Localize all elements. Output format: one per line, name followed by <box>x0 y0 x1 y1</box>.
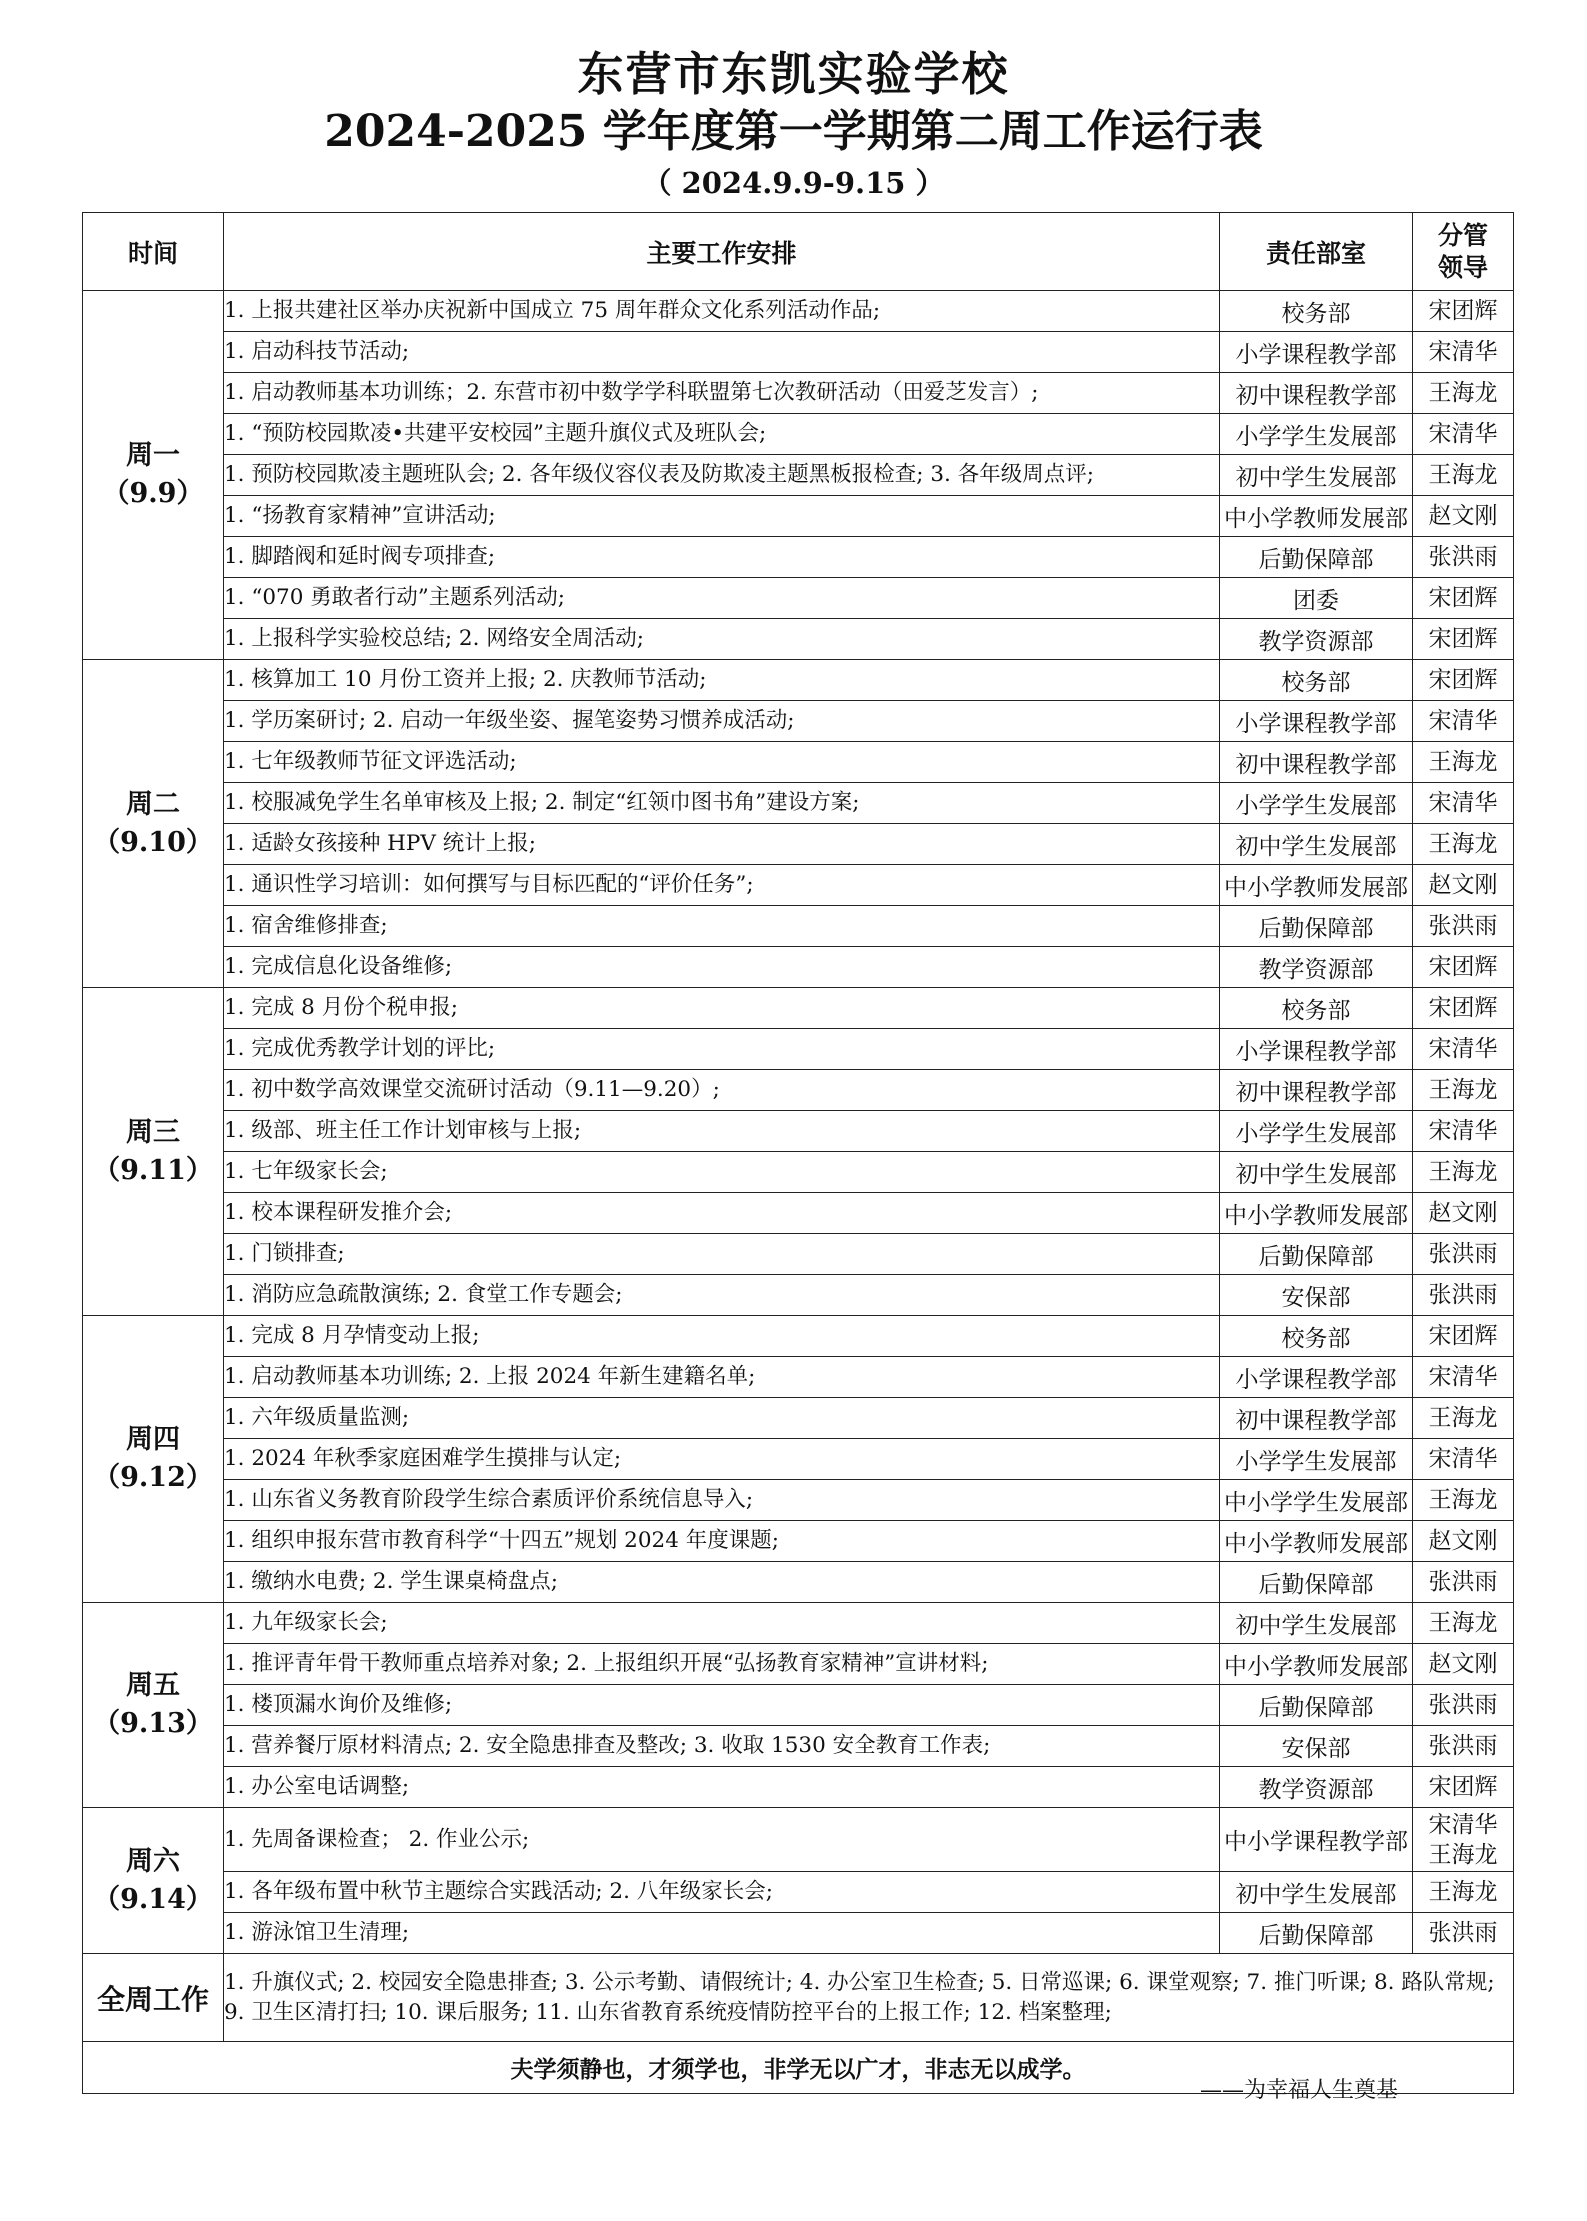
table-row <box>83 988 1514 1029</box>
dept-cell: 后勤保障部 <box>1220 1234 1413 1275</box>
task-cell: 1. 七年级家长会; <box>224 1152 1220 1193</box>
table-row <box>83 1726 1514 1767</box>
task-cell: 1. 脚踏阀和延时阀专项排查; <box>224 537 1220 578</box>
lead-cell: 宋清华 <box>1413 1357 1514 1398</box>
task-cell: 1. 七年级教师节征文评选活动; <box>224 742 1220 783</box>
dept-cell: 初中学生发展部 <box>1220 824 1413 865</box>
table-row <box>83 1275 1514 1316</box>
weekly-text: 1. 升旗仪式; 2. 校园安全隐患排查; 3. 公示考勤、请假统计; 4. 办公室卫生检查; 5. 日常巡课; 6. 课堂观察; 7. 推门听课; 8. 路队常规; 9. 卫生区清打扫; 10. 课后服务; 11. 山东省教育系统疫情防控平台的上报工作; 12. 档案整理; <box>224 1954 1514 2042</box>
task-cell: 1. 初中数学高效课堂交流研讨活动（9.11—9.20）; <box>224 1070 1220 1111</box>
day-date: （9.13） <box>93 1708 213 1739</box>
lead-cell: 宋团辉 <box>1413 1767 1514 1808</box>
dept-cell: 初中课程教学部 <box>1220 1398 1413 1439</box>
task-cell: 1. 办公室电话调整; <box>224 1767 1220 1808</box>
lead-cell: 宋团辉 <box>1413 578 1514 619</box>
day-date: （9.9） <box>102 478 204 509</box>
lead-cell: 赵文刚 <box>1413 1644 1514 1685</box>
lead-cell: 宋团辉 <box>1413 1316 1514 1357</box>
table-row <box>83 1029 1514 1070</box>
dept-cell: 小学课程教学部 <box>1220 1357 1413 1398</box>
table-row <box>83 1480 1514 1521</box>
table-row <box>83 1603 1514 1644</box>
dept-cell: 小学学生发展部 <box>1220 1111 1413 1152</box>
dept-cell: 教学资源部 <box>1220 947 1413 988</box>
task-cell: 1. 各年级布置中秋节主题综合实践活动; 2. 八年级家长会; <box>224 1872 1220 1913</box>
motto: 夫学须静也，才须学也，非学无以广才，非志无以成学。 <box>83 2042 1514 2094</box>
dept-cell: 中小学学生发展部 <box>1220 1480 1413 1521</box>
table-row <box>83 1193 1514 1234</box>
task-cell: 1. 完成 8 月份个税申报; <box>224 988 1220 1029</box>
table-row <box>83 1767 1514 1808</box>
date-range: （ 2024.9.9-9.15 ） <box>642 166 945 200</box>
header-dept: 责任部室 <box>1220 213 1413 291</box>
document-title: 2024-2025 学年度第一学期第二周工作运行表 <box>324 106 1263 157</box>
lead-cell: 赵文刚 <box>1413 865 1514 906</box>
day-cell <box>83 660 224 988</box>
day-date: （9.11） <box>93 1154 213 1186</box>
lead-cell: 宋清华 <box>1413 701 1514 742</box>
task-cell: 1. 学历案研讨; 2. 启动一年级坐姿、握笔姿势习惯养成活动; <box>224 701 1220 742</box>
table-row <box>83 1685 1514 1726</box>
lead-cell: 王海龙 <box>1413 1152 1514 1193</box>
dept-cell: 小学课程教学部 <box>1220 1029 1413 1070</box>
day-name: 周一 <box>126 440 180 471</box>
table-row <box>83 332 1514 373</box>
lead-cell: 王海龙 <box>1413 373 1514 414</box>
dept-cell: 初中学生发展部 <box>1220 1152 1413 1193</box>
table-row <box>83 1070 1514 1111</box>
lead-cell: 宋清华 <box>1413 1029 1514 1070</box>
day-date: （9.14） <box>93 1883 213 1915</box>
lead-cell: 王海龙 <box>1413 1070 1514 1111</box>
lead-cell: 王海龙 <box>1413 742 1514 783</box>
lead-cell: 宋清华 <box>1413 1439 1514 1480</box>
header-lead-line1: 分管 <box>1437 220 1488 250</box>
task-cell: 1. 上报共建社区举办庆祝新中国成立 75 周年群众文化系列活动作品; <box>224 291 1220 332</box>
table-row <box>83 1234 1514 1275</box>
table-row <box>83 537 1514 578</box>
school-name: 东营市东凯实验学校 <box>577 47 1010 101</box>
lead-cell: 王海龙 <box>1413 1398 1514 1439</box>
dept-cell: 教学资源部 <box>1220 619 1413 660</box>
task-cell: 1. 完成信息化设备维修; <box>224 947 1220 988</box>
day-name: 周六 <box>126 1845 180 1877</box>
dept-cell: 后勤保障部 <box>1220 1562 1413 1603</box>
task-cell: 1. “070 勇敢者行动”主题系列活动; <box>224 578 1220 619</box>
table-row <box>83 783 1514 824</box>
task-cell: 1. 校服减免学生名单审核及上报; 2. 制定“红领巾图书角”建设方案; <box>224 783 1220 824</box>
lead-cell: 宋清华 <box>1413 1111 1514 1152</box>
table-row <box>83 947 1514 988</box>
table-row <box>83 824 1514 865</box>
dept-cell: 小学学生发展部 <box>1220 414 1413 455</box>
table-row <box>83 906 1514 947</box>
day-name: 周四 <box>126 1424 180 1455</box>
lead-cell: 王海龙 <box>1413 1603 1514 1644</box>
table-row <box>83 496 1514 537</box>
table-row <box>83 1644 1514 1685</box>
table-row <box>83 660 1514 701</box>
task-cell: 1. 先周备课检查； 2. 作业公示; <box>224 1808 1220 1872</box>
task-cell: 1. 门锁排查; <box>224 1234 1220 1275</box>
lead-cell: 赵文刚 <box>1413 496 1514 537</box>
weekly-label: 全周工作 <box>83 1954 224 2042</box>
dept-cell: 中小学教师发展部 <box>1220 1193 1413 1234</box>
dept-cell: 小学学生发展部 <box>1220 1439 1413 1480</box>
task-cell: 1. 启动教师基本功训练；2. 东营市初中数学学科联盟第七次教研活动（田爱芝发言）; <box>224 373 1220 414</box>
lead-cell: 王海龙 <box>1413 455 1514 496</box>
task-cell: 1. 推评青年骨干教师重点培养对象; 2. 上报组织开展“弘扬教育家精神”宣讲材料; <box>224 1644 1220 1685</box>
dept-cell: 初中学生发展部 <box>1220 1872 1413 1913</box>
table-row <box>83 1521 1514 1562</box>
dept-cell: 校务部 <box>1220 291 1413 332</box>
table-row <box>83 414 1514 455</box>
task-cell: 1. 完成 8 月孕情变动上报; <box>224 1316 1220 1357</box>
lead-cell: 赵文刚 <box>1413 1193 1514 1234</box>
task-cell: 1. 启动科技节活动; <box>224 332 1220 373</box>
lead-cell: 张洪雨 <box>1413 1726 1514 1767</box>
header-time: 时间 <box>83 213 224 291</box>
dept-cell: 小学课程教学部 <box>1220 332 1413 373</box>
schedule-table <box>82 212 1514 2094</box>
header-lead-line2: 领导 <box>1437 252 1488 282</box>
table-row <box>83 578 1514 619</box>
lead-cell: 宋团辉 <box>1413 947 1514 988</box>
dept-cell: 小学学生发展部 <box>1220 783 1413 824</box>
table-row <box>83 455 1514 496</box>
dept-cell: 小学课程教学部 <box>1220 701 1413 742</box>
table-row <box>83 742 1514 783</box>
table-row <box>83 1562 1514 1603</box>
table-row <box>83 1913 1514 1954</box>
day-date: （9.12） <box>93 1462 213 1493</box>
task-cell: 1. 上报科学实验校总结; 2. 网络安全周活动; <box>224 619 1220 660</box>
task-cell: 1. 山东省义务教育阶段学生综合素质评价系统信息导入; <box>224 1480 1220 1521</box>
lead-cell: 宋清华 <box>1413 414 1514 455</box>
lead-cell: 张洪雨 <box>1413 1685 1514 1726</box>
task-cell: 1. 游泳馆卫生清理; <box>224 1913 1220 1954</box>
task-cell: 1. 营养餐厅原材料清点; 2. 安全隐患排查及整改; 3. 收取 1530 安全教育工作表; <box>224 1726 1220 1767</box>
table-row <box>83 1357 1514 1398</box>
day-cell <box>83 1603 224 1808</box>
task-cell: 1. 启动教师基本功训练; 2. 上报 2024 年新生建籍名单; <box>224 1357 1220 1398</box>
lead-cell: 张洪雨 <box>1413 537 1514 578</box>
task-cell: 1. 缴纳水电费; 2. 学生课桌椅盘点; <box>224 1562 1220 1603</box>
table-header-row <box>83 213 1514 291</box>
dept-cell: 后勤保障部 <box>1220 1685 1413 1726</box>
task-cell: 1. 通识性学习培训：如何撰写与目标匹配的“评价任务”; <box>224 865 1220 906</box>
lead-cell: 宋团辉 <box>1413 660 1514 701</box>
table-row <box>83 1808 1514 1872</box>
dept-cell: 初中课程教学部 <box>1220 373 1413 414</box>
lead-cell: 宋清华 <box>1413 332 1514 373</box>
task-cell: 1. “扬教育家精神”宣讲活动; <box>224 496 1220 537</box>
table-row <box>83 1316 1514 1357</box>
task-cell: 1. “预防校园欺凌•共建平安校园”主题升旗仪式及班队会; <box>224 414 1220 455</box>
weekly-row <box>83 1954 1514 2042</box>
dept-cell: 中小学教师发展部 <box>1220 1644 1413 1685</box>
lead-cell: 张洪雨 <box>1413 1913 1514 1954</box>
day-name: 周二 <box>126 788 180 820</box>
lead-name-secondary: 王海龙 <box>1428 1841 1498 1868</box>
day-name: 周五 <box>126 1670 180 1701</box>
task-cell: 1. 适龄女孩接种 HPV 统计上报; <box>224 824 1220 865</box>
dept-cell: 团委 <box>1220 578 1413 619</box>
day-name: 周三 <box>126 1116 180 1148</box>
task-cell: 1. 九年级家长会; <box>224 1603 1220 1644</box>
dept-cell: 校务部 <box>1220 988 1413 1029</box>
dept-cell: 后勤保障部 <box>1220 906 1413 947</box>
lead-cell: 宋清华 <box>1413 783 1514 824</box>
lead-cell: 宋团辉 <box>1413 291 1514 332</box>
task-cell: 1. 级部、班主任工作计划审核与上报; <box>224 1111 1220 1152</box>
table-row <box>83 1111 1514 1152</box>
lead-cell: 宋团辉 <box>1413 988 1514 1029</box>
task-cell: 1. 完成优秀教学计划的评比; <box>224 1029 1220 1070</box>
dept-cell: 初中课程教学部 <box>1220 742 1413 783</box>
table-row <box>83 1398 1514 1439</box>
task-cell: 1. 2024 年秋季家庭困难学生摸排与认定; <box>224 1439 1220 1480</box>
dept-cell: 后勤保障部 <box>1220 537 1413 578</box>
table-row <box>83 373 1514 414</box>
task-cell: 1. 宿舍维修排查; <box>224 906 1220 947</box>
lead-name: 宋清华 <box>1428 1811 1498 1838</box>
lead-cell: 王海龙 <box>1413 1480 1514 1521</box>
lead-cell: 宋团辉 <box>1413 619 1514 660</box>
day-cell <box>83 291 224 660</box>
dept-cell: 安保部 <box>1220 1726 1413 1767</box>
header-task: 主要工作安排 <box>224 213 1220 291</box>
lead-cell: 张洪雨 <box>1413 906 1514 947</box>
day-cell <box>83 988 224 1316</box>
task-cell: 1. 核算加工 10 月份工资并上报; 2. 庆教师节活动; <box>224 660 1220 701</box>
dept-cell: 教学资源部 <box>1220 1767 1413 1808</box>
day-cell <box>83 1808 224 1954</box>
lead-cell: 王海龙 <box>1413 824 1514 865</box>
day-date: （9.10） <box>93 826 213 858</box>
lead-cell: 张洪雨 <box>1413 1234 1514 1275</box>
lead-cell: 王海龙 <box>1413 1872 1514 1913</box>
lead-cell: 张洪雨 <box>1413 1562 1514 1603</box>
dept-cell: 初中课程教学部 <box>1220 1070 1413 1111</box>
table-row <box>83 1872 1514 1913</box>
dept-cell: 安保部 <box>1220 1275 1413 1316</box>
table-row <box>83 619 1514 660</box>
footer-slogan: ——为幸福人生奠基 <box>1200 2078 1399 2103</box>
dept-cell: 校务部 <box>1220 1316 1413 1357</box>
task-cell: 1. 预防校园欺凌主题班队会; 2. 各年级仪容仪表及防欺凌主题黑板报检查; 3. 各年级周点评; <box>224 455 1220 496</box>
dept-cell: 校务部 <box>1220 660 1413 701</box>
dept-cell: 中小学课程教学部 <box>1220 1808 1413 1872</box>
task-cell: 1. 消防应急疏散演练; 2. 食堂工作专题会; <box>224 1275 1220 1316</box>
schedule-body <box>83 291 1514 1954</box>
task-cell: 1. 楼顶漏水询价及维修; <box>224 1685 1220 1726</box>
table-row <box>83 1439 1514 1480</box>
table-row <box>83 701 1514 742</box>
table-row <box>83 865 1514 906</box>
dept-cell: 初中学生发展部 <box>1220 455 1413 496</box>
header-lead <box>1413 213 1514 291</box>
dept-cell: 中小学教师发展部 <box>1220 865 1413 906</box>
task-cell: 1. 六年级质量监测; <box>224 1398 1220 1439</box>
lead-cell: 赵文刚 <box>1413 1521 1514 1562</box>
table-row <box>83 1152 1514 1193</box>
dept-cell: 初中学生发展部 <box>1220 1603 1413 1644</box>
table-row <box>83 291 1514 332</box>
dept-cell: 中小学教师发展部 <box>1220 1521 1413 1562</box>
lead-cell <box>1413 1808 1514 1872</box>
lead-cell: 张洪雨 <box>1413 1275 1514 1316</box>
day-cell <box>83 1316 224 1603</box>
dept-cell: 后勤保障部 <box>1220 1913 1413 1954</box>
task-cell: 1. 校本课程研发推介会; <box>224 1193 1220 1234</box>
task-cell: 1. 组织申报东营市教育科学“十四五”规划 2024 年度课题; <box>224 1521 1220 1562</box>
dept-cell: 中小学教师发展部 <box>1220 496 1413 537</box>
